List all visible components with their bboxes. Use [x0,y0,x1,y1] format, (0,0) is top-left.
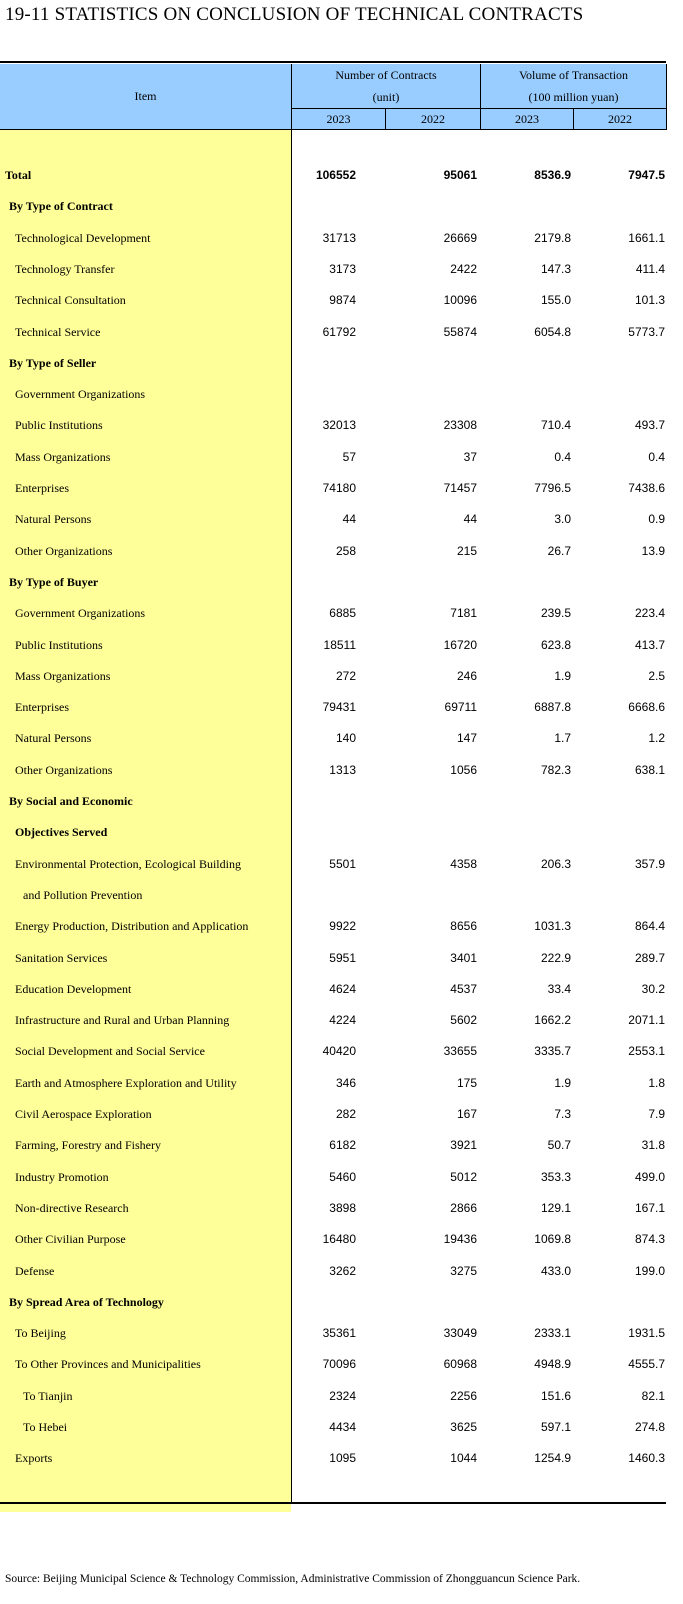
cell-contracts-2023: 4224 [329,1013,356,1028]
table-row [0,1068,666,1099]
cell-volume-2022: 82.1 [641,1388,665,1403]
cell-volume-2022: 874.3 [634,1232,665,1247]
row-label: By Type of Seller [9,355,97,370]
table-row [0,1193,666,1224]
cell-contracts-2022: 5602 [450,1013,477,1028]
cell-contracts-2022: 37 [463,449,477,464]
cell-volume-2022: 1661.1 [628,230,665,245]
table-right-border [666,64,667,130]
cell-contracts-2022: 60968 [443,1357,477,1372]
cell-contracts-2022: 175 [456,1075,477,1090]
cell-contracts-2023: 3898 [329,1200,356,1215]
cell-volume-2023: 433.0 [540,1263,571,1278]
cell-volume-2023: 155.0 [540,293,571,308]
row-label: Sanitation Services [15,950,108,965]
row-label: Public Institutions [15,418,103,433]
cell-volume-2023: 33.4 [547,981,571,996]
header-contracts-unit: (unit) [372,90,400,104]
header-volume-unit: (100 million yuan) [528,90,619,104]
cell-contracts-2023: 9922 [329,919,356,934]
row-label: Technical Service [15,324,101,339]
top-rule [0,61,666,63]
cell-contracts-2023: 70096 [322,1357,356,1372]
row-label: Government Organizations [15,387,146,402]
cell-contracts-2023: 44 [342,512,356,527]
cell-contracts-2023: 1313 [329,762,356,777]
table-row [0,1036,666,1067]
row-label: and Pollution Prevention [23,887,143,902]
cell-contracts-2022: 33655 [443,1044,477,1059]
header-year-contracts-2022: 2022 [421,112,445,126]
cell-volume-2023: 151.6 [540,1388,571,1403]
table-row [0,598,666,629]
row-label: To Tianjin [23,1388,73,1403]
cell-contracts-2023: 346 [335,1075,356,1090]
cell-contracts-2023: 5460 [329,1169,356,1184]
cell-contracts-2023: 57 [342,449,356,464]
row-label: Natural Persons [15,731,92,746]
row-label: By Spread Area of Technology [9,1294,164,1309]
cell-contracts-2022: 16720 [443,637,477,652]
cell-contracts-2022: 71457 [443,481,477,495]
table-row [0,817,666,848]
row-label: Technical Consultation [15,293,126,308]
cell-volume-2023: 597.1 [540,1420,571,1434]
cell-contracts-2023: 282 [335,1107,356,1121]
table-row [0,1318,666,1349]
cell-contracts-2022: 147 [456,731,477,746]
row-label: Government Organizations [15,606,146,621]
cell-volume-2023: 3335.7 [534,1044,571,1059]
cell-contracts-2022: 3275 [450,1263,477,1278]
cell-volume-2022: 357.9 [634,856,665,871]
cell-contracts-2023: 61792 [322,324,356,339]
cell-contracts-2023: 4434 [329,1420,356,1434]
table-row [0,191,666,222]
row-label: Objectives Served [15,825,108,840]
cell-volume-2022: 864.4 [634,919,665,934]
table-row [0,285,666,316]
table-row [0,317,666,348]
row-label: Technology Transfer [15,261,115,276]
cell-volume-2023: 2179.8 [534,230,571,245]
cell-volume-2022: 1931.5 [628,1326,665,1341]
header-year-volume-2022: 2022 [608,112,632,126]
cell-contracts-2022: 7181 [450,606,477,621]
cell-volume-2023: 7796.5 [534,481,571,495]
cell-volume-2023: 4948.9 [534,1357,571,1372]
row-label: Mass Organizations [15,668,111,683]
cell-contracts-2022: 3401 [450,950,477,965]
cell-volume-2022: 1.2 [648,731,665,746]
cell-contracts-2023: 5951 [329,950,356,965]
row-label: Enterprises [15,481,69,495]
row-label: Infrastructure and Rural and Urban Planning [15,1013,230,1028]
header-contracts-title: Number of Contracts [335,68,437,82]
table-row [0,1256,666,1287]
cell-contracts-2023: 32013 [322,418,356,433]
cell-volume-2022: 2553.1 [628,1044,665,1059]
cell-volume-2023: 222.9 [540,950,571,965]
header-divider-line [292,108,666,109]
row-label: Enterprises [15,700,69,715]
cell-contracts-2023: 140 [335,731,356,746]
table-row [0,630,666,661]
row-label: Technological Development [15,230,151,245]
table-row [0,567,666,598]
cell-volume-2023: 6887.8 [534,700,571,715]
cell-volume-2023: 3.0 [554,512,571,527]
row-label: Farming, Forestry and Fishery [15,1138,161,1153]
cell-volume-2023: 782.3 [540,762,571,777]
row-label: Energy Production, Distribution and Application [15,919,249,934]
cell-volume-2022: 1.8 [648,1075,665,1090]
row-label: By Type of Buyer [9,574,99,589]
row-label: Public Institutions [15,637,103,652]
cell-volume-2023: 710.4 [540,418,571,433]
cell-contracts-2022: 246 [456,668,477,683]
cell-volume-2022: 289.7 [634,950,665,965]
table-row [0,692,666,723]
row-label: Defense [15,1263,55,1278]
cell-volume-2023: 353.3 [540,1169,571,1184]
table-row [0,943,666,974]
row-label: To Hebei [23,1420,68,1434]
table-row [0,442,666,473]
cell-contracts-2023: 6885 [329,606,356,621]
cell-volume-2023: 0.4 [554,449,571,464]
cell-volume-2023: 1.9 [554,668,571,683]
table-row [0,1443,666,1474]
cell-contracts-2022: 167 [456,1107,477,1121]
table-row [0,911,666,942]
cell-volume-2023: 26.7 [547,543,571,558]
cell-volume-2022: 223.4 [634,606,665,621]
year-divider-contracts [385,108,386,130]
cell-volume-2023: 147.3 [540,261,571,276]
cell-contracts-2023: 16480 [322,1232,356,1247]
table-row [0,1005,666,1036]
cell-volume-2022: 7.9 [648,1107,665,1121]
cell-volume-2022: 1460.3 [628,1451,665,1466]
table-row [0,1381,666,1412]
cell-volume-2023: 239.5 [540,606,571,621]
cell-contracts-2022: 215 [456,543,477,558]
page-title: 19-11 STATISTICS ON CONCLUSION OF TECHNICAL CONTRACTS [5,4,584,25]
header-bottom-line [0,129,666,130]
cell-volume-2023: 623.8 [540,637,571,652]
cell-volume-2022: 13.9 [641,543,665,558]
cell-contracts-2022: 69711 [444,700,477,715]
cell-contracts-2022: 1056 [450,762,477,777]
cell-volume-2022: 6668.6 [628,700,665,715]
cell-contracts-2023: 79431 [322,700,356,715]
cell-contracts-2022: 10096 [443,293,477,308]
table-row [0,473,666,504]
cell-contracts-2022: 5012 [450,1169,477,1184]
table-row [0,254,666,285]
row-label: Other Organizations [15,543,113,558]
cell-volume-2022: 4555.7 [628,1357,665,1372]
cell-contracts-2022: 23308 [443,418,477,433]
cell-volume-2022: 0.9 [648,512,665,527]
row-label: Industry Promotion [15,1169,109,1184]
cell-volume-2022: 0.4 [648,449,665,464]
row-label: Mass Organizations [15,449,111,464]
cell-contracts-2022: 4358 [450,856,477,871]
table-row [0,536,666,567]
cell-volume-2023: 1.7 [554,731,571,746]
cell-contracts-2023: 4624 [329,981,356,996]
cell-volume-2023: 50.7 [547,1138,571,1153]
cell-contracts-2023: 40420 [322,1044,356,1059]
cell-volume-2022: 167.1 [634,1200,665,1215]
table-row [0,1412,666,1443]
table-row [0,661,666,692]
header-year-volume-2023: 2023 [515,112,539,126]
cell-volume-2022: 274.8 [634,1420,665,1434]
table-row [0,755,666,786]
cell-contracts-2023: 18511 [323,637,356,652]
table-row [0,223,666,254]
cell-contracts-2022: 33049 [443,1326,477,1341]
table-row [0,1349,666,1380]
cell-contracts-2022: 1044 [450,1451,477,1466]
table-row [0,786,666,817]
row-label: By Social and Economic [9,794,133,808]
cell-volume-2022: 30.2 [641,981,665,996]
cell-contracts-2023: 272 [335,668,356,683]
cell-contracts-2023: 106552 [315,168,356,182]
source-note: Source: Beijing Municipal Science & Technology Commission, Administrative Commission of Zhongguancun Science Park. [5,1573,581,1585]
row-label: Other Organizations [15,762,113,777]
cell-volume-2022: 199.0 [634,1263,665,1278]
cell-volume-2022: 31.8 [641,1138,665,1153]
cell-volume-2023: 7.3 [554,1107,571,1121]
cell-contracts-2023: 6182 [329,1138,356,1153]
cell-contracts-2023: 258 [335,543,356,558]
row-label: Exports [15,1451,53,1466]
row-label: Earth and Atmosphere Exploration and Utility [15,1075,237,1090]
cell-volume-2023: 1.9 [554,1075,571,1090]
row-label: Total [5,168,32,182]
cell-contracts-2022: 3921 [450,1138,477,1153]
cell-contracts-2023: 74180 [322,481,356,495]
table-row [0,1130,666,1161]
cell-volume-2023: 1031.3 [534,919,571,934]
cell-volume-2022: 411.4 [635,261,665,276]
cell-contracts-2023: 35361 [322,1326,356,1341]
cell-contracts-2023: 1095 [329,1451,356,1466]
cell-contracts-2022: 4537 [450,981,477,996]
cell-volume-2022: 7438.6 [628,481,665,495]
cell-volume-2022: 638.1 [634,762,665,777]
cell-contracts-2022: 95061 [443,168,477,182]
cell-contracts-2023: 9874 [329,293,356,308]
cell-contracts-2023: 31713 [322,230,356,245]
cell-volume-2022: 7947.5 [628,168,665,182]
table-row [0,974,666,1005]
table-row [0,160,666,191]
row-label: To Beijing [15,1326,66,1341]
cell-contracts-2023: 3173 [329,261,356,276]
row-label: Social Development and Social Service [15,1044,205,1059]
table-row [0,849,666,880]
table-row [0,723,666,754]
year-divider-volume [573,108,574,130]
cell-volume-2023: 129.1 [540,1200,571,1215]
row-label: Other Civilian Purpose [15,1232,126,1247]
table-row [0,1224,666,1255]
table-row [0,1099,666,1130]
table-row [0,348,666,379]
header-year-contracts-2023: 2023 [326,112,351,126]
cell-volume-2023: 1069.8 [534,1232,571,1247]
cell-contracts-2022: 44 [463,512,477,527]
cell-volume-2022: 499.0 [634,1169,665,1184]
cell-volume-2022: 101.3 [634,293,665,308]
row-label: By Type of Contract [9,199,113,214]
cell-volume-2023: 206.3 [540,856,571,871]
table-row [0,410,666,441]
row-label: Environmental Protection, Ecological Building [15,856,241,871]
table-row [0,1287,666,1318]
row-label: Civil Aerospace Exploration [15,1107,152,1121]
row-label: Non-directive Research [15,1200,129,1215]
cell-contracts-2022: 26669 [443,230,477,245]
cell-volume-2023: 8536.9 [534,168,571,182]
cell-contracts-2022: 8656 [450,919,477,934]
cell-volume-2023: 1254.9 [534,1451,571,1466]
row-label: Education Development [15,981,132,996]
cell-contracts-2023: 3262 [329,1263,356,1278]
cell-volume-2023: 1662.2 [534,1013,571,1028]
cell-volume-2022: 493.7 [634,418,665,433]
table-row [0,880,666,911]
table-row [0,504,666,535]
header-item: Item [134,89,157,103]
row-label: Natural Persons [15,512,92,527]
cell-volume-2022: 2071.1 [628,1013,665,1028]
cell-contracts-2022: 2866 [450,1200,477,1215]
cell-volume-2022: 413.7 [634,637,665,652]
header-volume-title: Volume of Transaction [518,68,629,82]
cell-contracts-2023: 5501 [329,856,356,871]
cell-contracts-2023: 2324 [329,1388,356,1403]
cell-contracts-2022: 55874 [443,324,477,339]
cell-volume-2022: 5773.7 [628,324,665,339]
table-row [0,379,666,410]
cell-contracts-2022: 2256 [450,1388,477,1403]
group-column-divider [480,64,481,130]
cell-contracts-2022: 3625 [450,1420,477,1434]
bottom-rule [0,1502,666,1504]
cell-contracts-2022: 2422 [450,261,477,276]
cell-volume-2023: 6054.8 [534,324,571,339]
row-label: To Other Provinces and Municipalities [15,1357,201,1372]
cell-contracts-2022: 19436 [443,1232,477,1247]
table-row [0,1162,666,1193]
cell-volume-2023: 2333.1 [534,1326,571,1341]
cell-volume-2022: 2.5 [648,668,665,683]
